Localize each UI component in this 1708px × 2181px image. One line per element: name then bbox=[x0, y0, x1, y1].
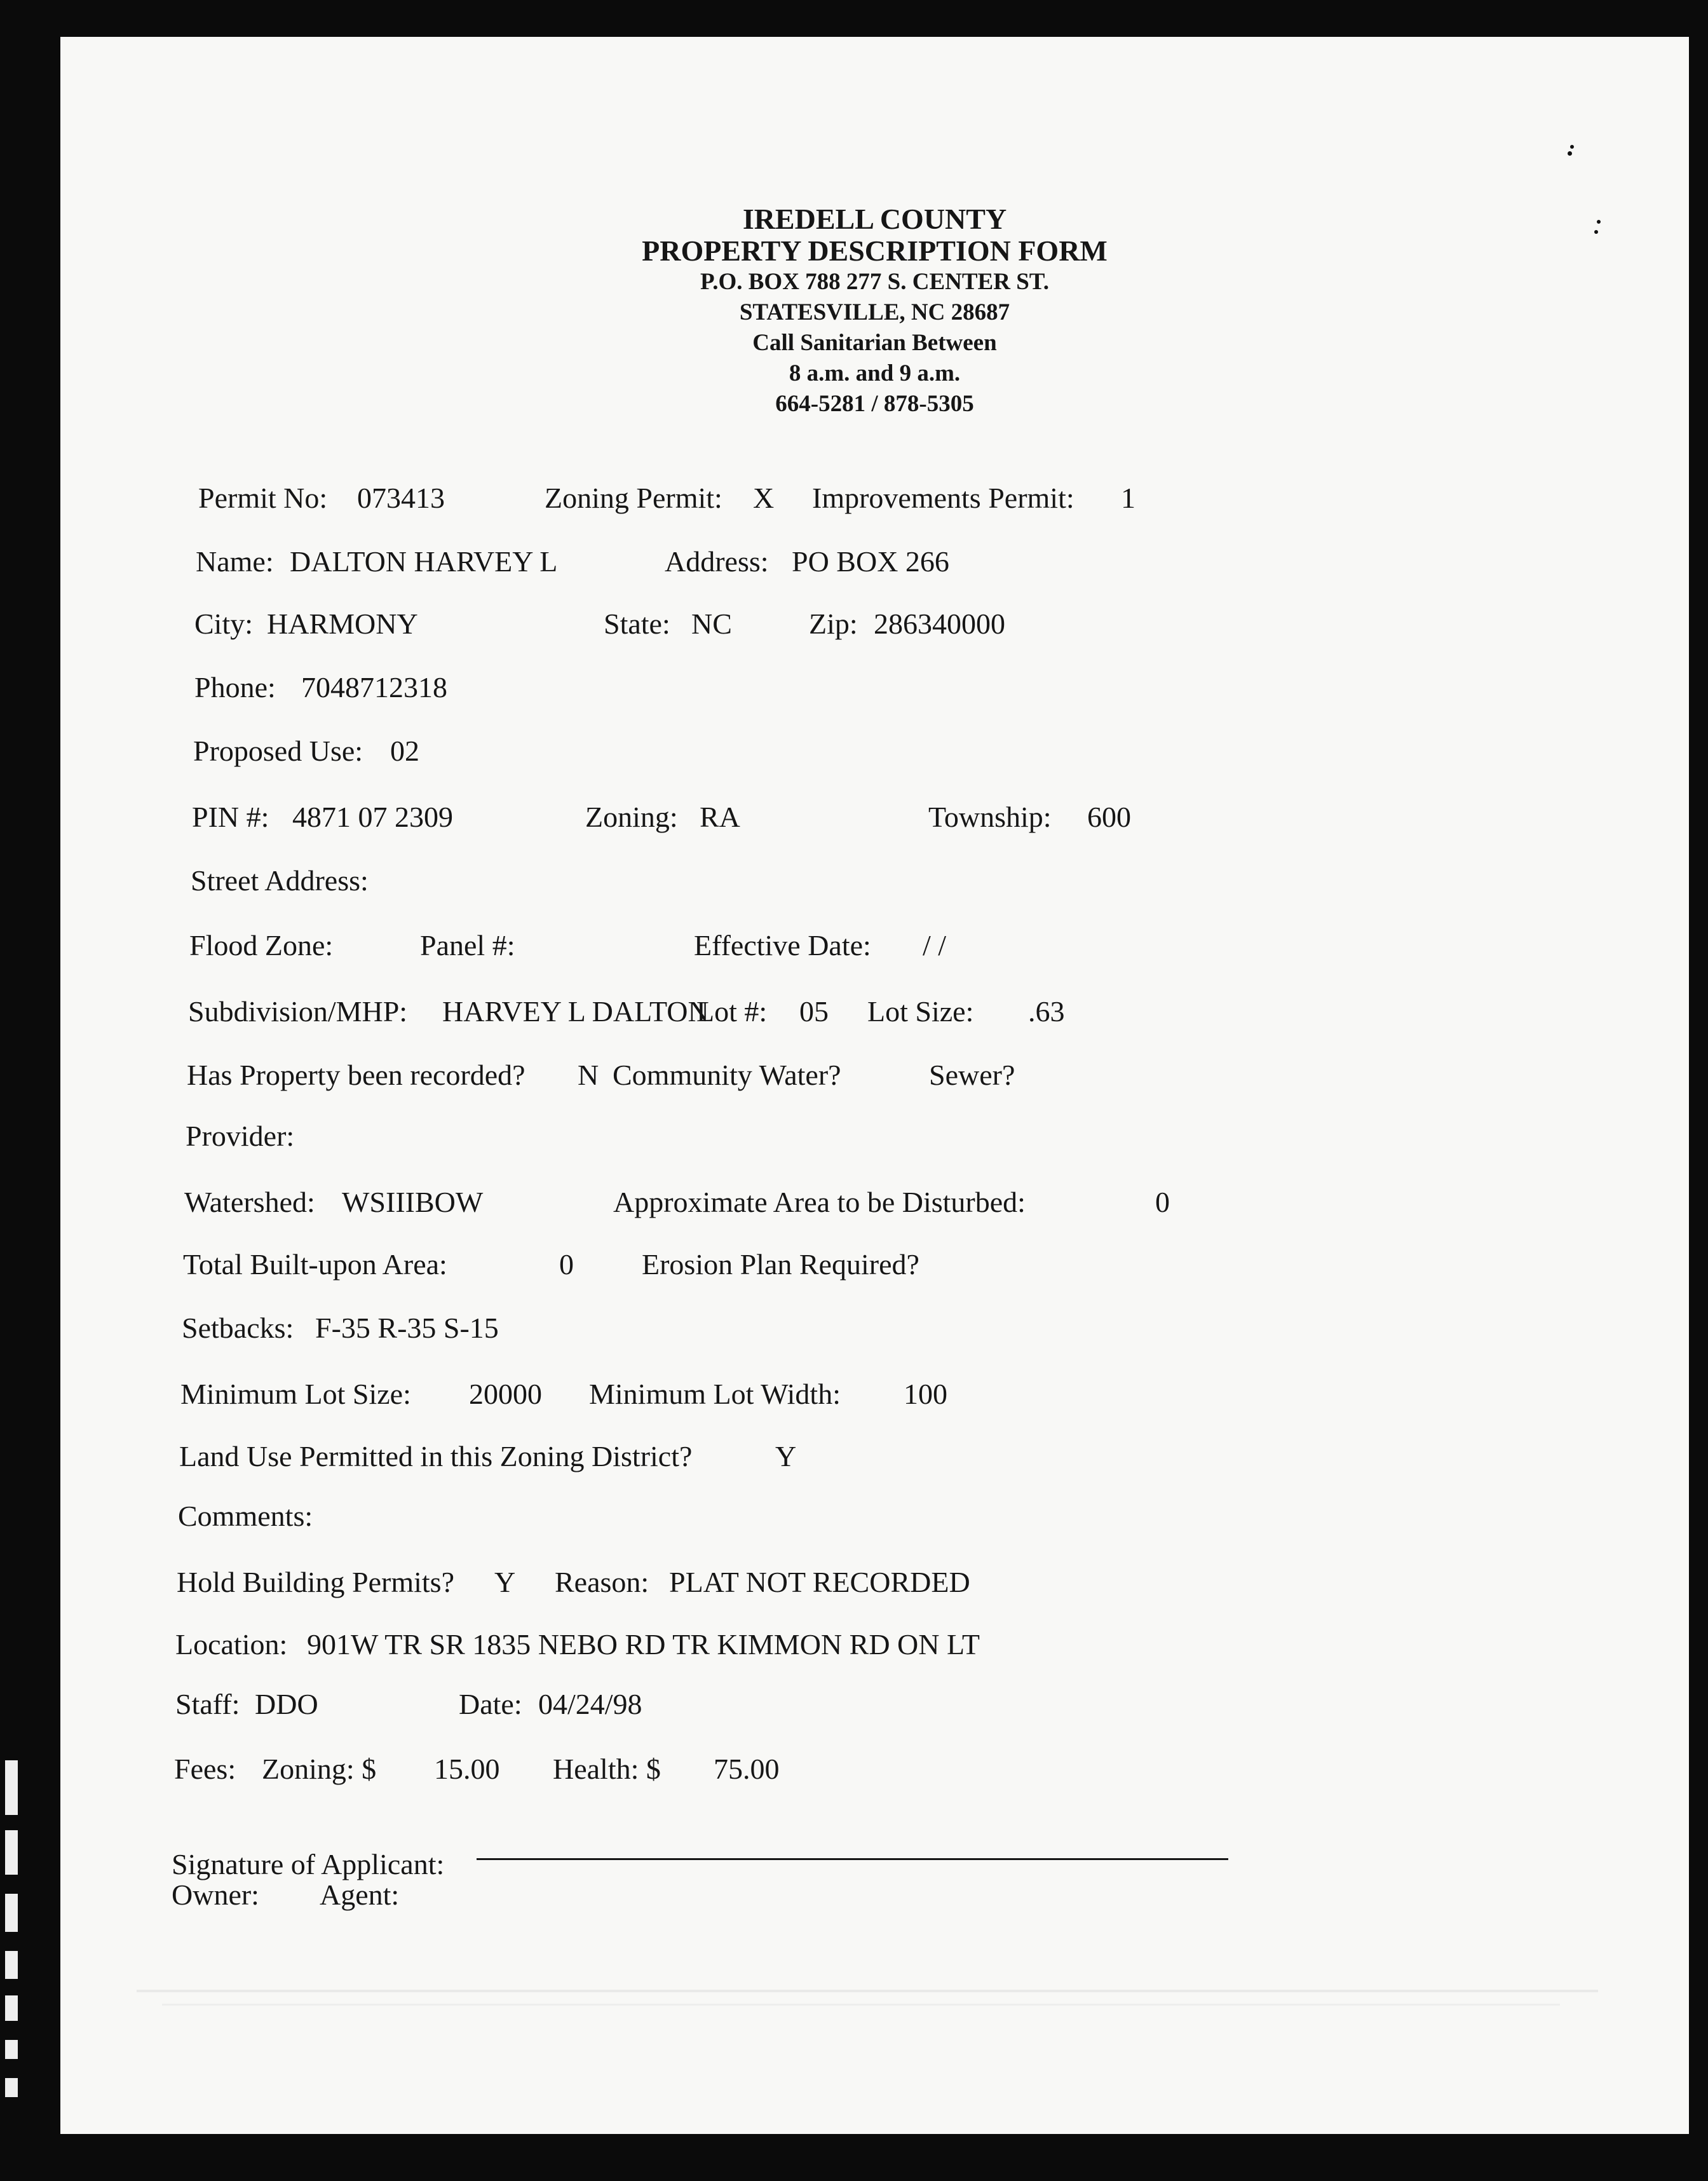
built-upon-label: Total Built-upon Area: bbox=[183, 1248, 447, 1281]
provider-label: Provider: bbox=[186, 1120, 295, 1152]
permit-no-label: Permit No: bbox=[198, 482, 328, 514]
scan-artifact-band bbox=[137, 1990, 1598, 1992]
state-label: State: bbox=[604, 608, 670, 640]
erosion-plan-label: Erosion Plan Required? bbox=[642, 1248, 919, 1281]
scan-speck bbox=[1597, 220, 1601, 224]
scan-artifact-band bbox=[162, 2004, 1560, 2006]
watershed-label: Watershed: bbox=[184, 1186, 315, 1218]
date-label: Date: bbox=[459, 1688, 522, 1720]
flood-zone-label: Flood Zone: bbox=[189, 929, 334, 961]
subdivision-label: Subdivision/MHP: bbox=[188, 995, 408, 1028]
min-lot-size-value: 20000 bbox=[469, 1378, 542, 1410]
fee-health-value: 75.00 bbox=[714, 1753, 780, 1785]
lot-size-label: Lot Size: bbox=[867, 995, 974, 1028]
form-page bbox=[60, 37, 1689, 2134]
staff-row bbox=[175, 1688, 642, 1721]
minimum-lot-row bbox=[180, 1378, 947, 1411]
setbacks-value: F-35 R-35 S-15 bbox=[315, 1312, 499, 1344]
sewer-label: Sewer? bbox=[929, 1059, 1015, 1091]
name-value: DALTON HARVEY L bbox=[290, 545, 558, 578]
call-instructions: Call Sanitarian Between bbox=[752, 330, 997, 356]
effective-date-label: Effective Date: bbox=[694, 929, 871, 961]
flood-zone-row bbox=[189, 929, 946, 962]
setbacks-label: Setbacks: bbox=[182, 1312, 294, 1344]
scan-speck bbox=[1568, 151, 1572, 156]
call-hours: 8 a.m. and 9 a.m. bbox=[789, 360, 961, 386]
min-lot-width-value: 100 bbox=[904, 1378, 947, 1410]
city-row bbox=[194, 608, 1005, 641]
hold-permits-row bbox=[177, 1566, 970, 1599]
owner-agent-row bbox=[172, 1879, 399, 1912]
staff-value: DDO bbox=[255, 1688, 318, 1720]
reason-value: PLAT NOT RECORDED bbox=[669, 1566, 970, 1598]
form-title: PROPERTY DESCRIPTION FORM bbox=[642, 234, 1108, 267]
subdivision-row bbox=[188, 995, 1065, 1028]
margin-mark bbox=[5, 1830, 18, 1875]
comments-row bbox=[178, 1500, 313, 1533]
street-address-label: Street Address: bbox=[191, 864, 369, 897]
owner-label: Owner: bbox=[172, 1879, 259, 1911]
pin-value: 4871 07 2309 bbox=[292, 801, 453, 833]
margin-mark bbox=[5, 1894, 18, 1932]
state-value: NC bbox=[691, 608, 732, 640]
area-disturbed-label: Approximate Area to be Disturbed: bbox=[613, 1186, 1026, 1218]
watershed-value: WSIIIBOW bbox=[342, 1186, 484, 1218]
permit-row bbox=[198, 482, 1135, 515]
agent-label: Agent: bbox=[320, 1879, 400, 1911]
min-lot-size-label: Minimum Lot Size: bbox=[180, 1378, 411, 1410]
built-upon-value: 0 bbox=[559, 1248, 574, 1281]
pin-row bbox=[192, 801, 1131, 834]
zoning-permit-value: X bbox=[753, 482, 775, 514]
margin-mark bbox=[5, 1995, 18, 2021]
land-use-row bbox=[179, 1440, 796, 1473]
proposed-use-label: Proposed Use: bbox=[193, 735, 363, 767]
phone-label: Phone: bbox=[194, 671, 276, 703]
phone-numbers: 664-5281 / 878-5305 bbox=[775, 391, 974, 417]
city-value: HARMONY bbox=[267, 608, 418, 640]
land-use-label: Land Use Permitted in this Zoning District? bbox=[179, 1440, 693, 1472]
date-value: 04/24/98 bbox=[538, 1688, 642, 1720]
improvements-permit-value: 1 bbox=[1121, 482, 1135, 514]
mailing-address: P.O. BOX 788 277 S. CENTER ST. bbox=[700, 269, 1049, 295]
margin-mark bbox=[5, 2078, 18, 2097]
phone-row bbox=[194, 671, 447, 704]
margin-mark bbox=[5, 2040, 18, 2059]
township-value: 600 bbox=[1087, 801, 1131, 833]
signature-line[interactable] bbox=[477, 1858, 1228, 1860]
city-state-zip: STATESVILLE, NC 28687 bbox=[739, 299, 1010, 325]
built-upon-row bbox=[183, 1248, 919, 1281]
fees-row bbox=[174, 1753, 780, 1786]
signature-row bbox=[172, 1848, 444, 1881]
provider-row bbox=[186, 1120, 294, 1153]
recorded-value: N bbox=[578, 1059, 599, 1091]
fees-label: Fees: bbox=[174, 1753, 236, 1785]
lot-size-value: .63 bbox=[1028, 995, 1065, 1028]
lot-no-label: Lot #: bbox=[696, 995, 768, 1028]
lot-no-value: 05 bbox=[799, 995, 829, 1028]
scan-speck bbox=[1570, 145, 1574, 149]
name-row bbox=[196, 545, 949, 578]
reason-label: Reason: bbox=[555, 1566, 649, 1598]
signature-label: Signature of Applicant: bbox=[172, 1848, 445, 1880]
zip-label: Zip: bbox=[809, 608, 858, 640]
proposed-use-value: 02 bbox=[390, 735, 419, 767]
hold-permits-value: Y bbox=[494, 1566, 516, 1598]
county-name: IREDELL COUNTY bbox=[742, 203, 1007, 235]
fee-zoning-label: Zoning: $ bbox=[262, 1753, 377, 1785]
comments-label: Comments: bbox=[178, 1500, 313, 1532]
address-label: Address: bbox=[665, 545, 769, 578]
phone-value: 7048712318 bbox=[301, 671, 447, 703]
land-use-value: Y bbox=[775, 1440, 797, 1472]
township-label: Township: bbox=[928, 801, 1052, 833]
effective-date-value: / / bbox=[923, 929, 947, 961]
setbacks-row bbox=[182, 1312, 499, 1345]
zoning-permit-label: Zoning Permit: bbox=[545, 482, 722, 514]
recorded-row bbox=[187, 1059, 1015, 1092]
fee-health-label: Health: $ bbox=[553, 1753, 661, 1785]
address-value: PO BOX 266 bbox=[792, 545, 949, 578]
margin-mark bbox=[5, 1760, 18, 1815]
form-header bbox=[60, 203, 1689, 419]
panel-label: Panel #: bbox=[420, 929, 515, 961]
min-lot-width-label: Minimum Lot Width: bbox=[589, 1378, 841, 1410]
hold-permits-label: Hold Building Permits? bbox=[177, 1566, 454, 1598]
improvements-permit-label: Improvements Permit: bbox=[812, 482, 1074, 514]
location-row bbox=[175, 1628, 980, 1661]
city-label: City: bbox=[194, 608, 254, 640]
location-value: 901W TR SR 1835 NEBO RD TR KIMMON RD ON LT bbox=[307, 1628, 980, 1661]
recorded-label: Has Property been recorded? bbox=[187, 1059, 525, 1091]
subdivision-value: HARVEY L DALTON bbox=[442, 995, 709, 1028]
staff-label: Staff: bbox=[175, 1688, 240, 1720]
location-label: Location: bbox=[175, 1628, 288, 1661]
margin-mark bbox=[5, 1951, 18, 1979]
proposed-use-row bbox=[193, 735, 419, 768]
name-label: Name: bbox=[196, 545, 274, 578]
community-water-label: Community Water? bbox=[613, 1059, 841, 1091]
zoning-value: RA bbox=[700, 801, 740, 833]
zoning-label: Zoning: bbox=[585, 801, 678, 833]
watershed-row bbox=[184, 1186, 1170, 1219]
area-disturbed-value: 0 bbox=[1155, 1186, 1170, 1218]
permit-no-value: 073413 bbox=[357, 482, 445, 514]
street-address-row bbox=[191, 864, 369, 897]
pin-label: PIN #: bbox=[192, 801, 269, 833]
zip-value: 286340000 bbox=[874, 608, 1005, 640]
scan-speck bbox=[1594, 230, 1598, 234]
fee-zoning-value: 15.00 bbox=[434, 1753, 500, 1785]
